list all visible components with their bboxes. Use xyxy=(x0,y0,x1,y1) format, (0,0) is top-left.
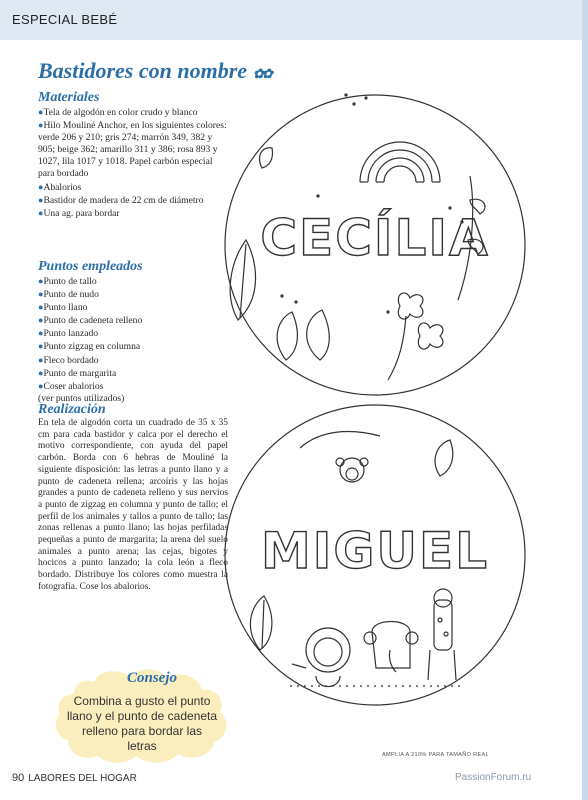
bullet-icon: ● xyxy=(38,207,44,218)
realization-text: En tela de algodón corta un cuadrado de 35 x 35 cm para cada bastidor y calca por el derecho el motivo correspondiente, con ayuda del papel carbón. Borda con 6 hebras de Mouliné la siguiente disposición: las letras a punto llano y a punto de cadeneta rellena; arcoíris y las hojas grandes a punto de cadeneta relleno y sus nervios a punto de zigzag en columna y punto de tallo; el perfil de los animales y tallos a punto de tallo; las zonas rellenas a punto llano; las hojas perfiladas pequeñas a punto de margarita; la arena del suelo animales a punto arena; las cejas, bigotes y hocicos a punto lanzado; la cola león a fleco bordado. Distribuye los colores como muestra la fotografía. Cose los abalorios. xyxy=(38,418,228,592)
bullet-icon: ● xyxy=(38,194,44,205)
bullet-icon: ● xyxy=(38,276,44,286)
bullet-icon: ● xyxy=(38,289,44,300)
bullet-icon: ● xyxy=(38,380,44,391)
section-label: ESPECIAL BEBÉ xyxy=(12,12,118,27)
top-hoop-name: CECÍLIA xyxy=(260,209,490,267)
bullet-icon: ● xyxy=(38,120,44,131)
list-item-text: Punto de margarita xyxy=(43,367,117,379)
bullet-icon: ● xyxy=(38,341,44,352)
flower-icon: ✿✿ xyxy=(253,66,271,81)
lion-icon xyxy=(292,628,350,687)
giraffe-icon xyxy=(428,589,456,680)
tip-heading: Consejo xyxy=(126,670,177,686)
bullet-icon: ● xyxy=(38,354,44,365)
list-item-text: Abalorios xyxy=(43,181,82,193)
list-item-text: Punto lanzado xyxy=(43,328,99,340)
list-item-text: Punto llano xyxy=(43,302,88,314)
elephant-icon xyxy=(364,622,418,673)
pattern-note: AMPLIA A 210% PARA TAMAÑO REAL xyxy=(382,752,489,758)
monkey-icon xyxy=(300,432,380,482)
bullet-icon: ● xyxy=(38,315,44,326)
list-item-text: Hilo Mouliné Anchor, en los siguientes colores: verde 206 y 210; gris 274; marrón 349, 382 y 905; beige 362; amarillo 311 y 386; rosa 893 y 1027, lila 1017 y 1018. Papel carbón especial para bordado xyxy=(38,120,227,180)
page-title-text: Bastidores con nombre xyxy=(38,58,248,83)
bullet-icon: ● xyxy=(38,107,44,117)
list-item-text: Punto de cadeneta relleno xyxy=(43,315,143,327)
footer xyxy=(12,772,137,784)
tip-text: Combina a gusto el punto llano y el punto de cadeneta relleno para bordar las letras xyxy=(66,694,218,753)
list-item-text: Punto de tallo xyxy=(43,276,97,287)
bead-dots xyxy=(280,93,463,313)
realization-heading: Realización xyxy=(38,402,106,417)
stitches-heading: Puntos empleados xyxy=(38,259,143,274)
watermark: PassionForum.ru xyxy=(455,772,532,783)
bottom-hoop-name: MIGUEL xyxy=(260,522,490,580)
bullet-icon: ● xyxy=(38,367,44,378)
list-item-text: Tela de algodón en color crudo y blanco xyxy=(43,107,198,118)
materials-heading: Materiales xyxy=(38,90,100,105)
page-number: 90 xyxy=(12,772,25,784)
list-item-text: Fleco bordado xyxy=(43,354,99,366)
bullet-icon: ● xyxy=(38,328,44,339)
list-item-text: Punto de nudo xyxy=(43,289,99,301)
list-item-text: Bastidor de madera de 22 cm de diámetro xyxy=(43,194,204,206)
magazine-name: LABORES DEL HOGAR xyxy=(28,773,137,784)
list-item-text: Coser abalorios xyxy=(43,380,104,392)
list-item-text: Una ag. para bordar xyxy=(43,207,120,219)
stitches-note: (ver puntos utilizados) xyxy=(38,392,125,404)
flower-icon xyxy=(388,176,485,380)
list-item-text: Punto zigzag en columna xyxy=(43,341,141,353)
bullet-icon: ● xyxy=(38,181,44,192)
rainbow-icon xyxy=(360,142,440,182)
bullet-icon: ● xyxy=(38,302,44,313)
